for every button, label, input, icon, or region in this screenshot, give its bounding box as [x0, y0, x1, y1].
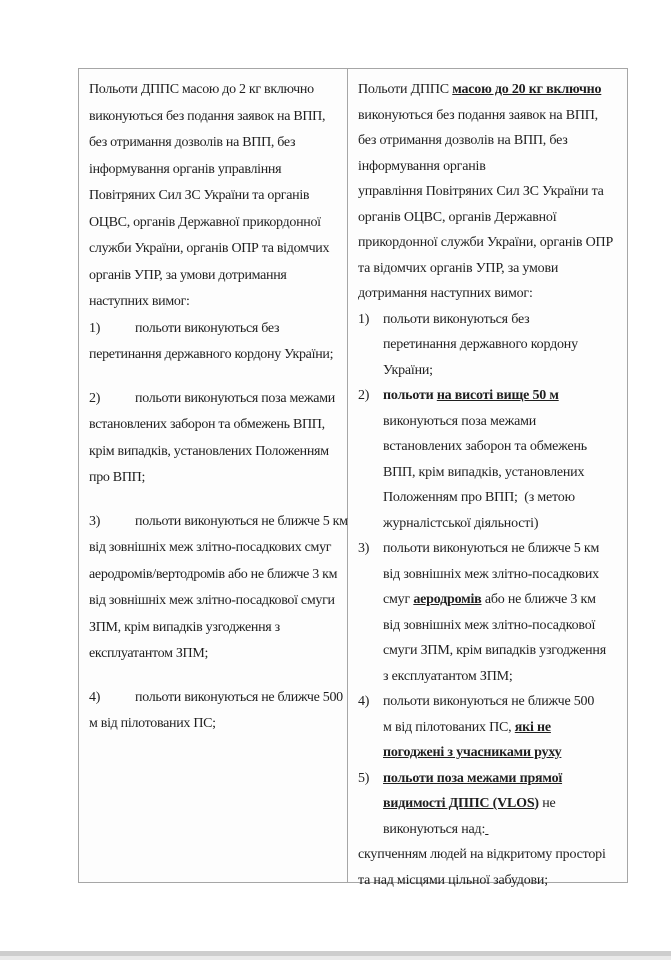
list-item	[358, 383, 617, 536]
text-line	[89, 562, 337, 589]
text-line	[358, 332, 617, 358]
text-run: виконуються над:	[383, 821, 486, 837]
text-run: крім випадків, установлених Положенням	[89, 443, 329, 459]
text-line	[358, 307, 617, 333]
item-number: 2)	[358, 388, 370, 403]
text-run: на висоті вище 50 м	[436, 388, 559, 403]
text-run: ВПП, крім випадків, установлених	[383, 464, 585, 480]
text-run: та над місцями цільної забудови;	[358, 872, 548, 888]
text-line	[358, 842, 617, 868]
paragraph	[358, 842, 617, 893]
column-rules-2kg	[79, 69, 348, 882]
text-run: Повітряних Сил ЗС України та органів	[89, 188, 310, 203]
text-run: ЗПМ, крім випадків узгодження з	[89, 619, 280, 635]
text-line	[89, 386, 337, 413]
text-line	[89, 183, 337, 210]
text-run: України;	[383, 362, 433, 378]
text-run: встановлених заборон та обмежень	[383, 439, 587, 454]
item-number: 1)	[358, 311, 370, 327]
text-line	[89, 263, 337, 290]
text-line	[358, 766, 617, 792]
text-run: польоти виконуються без	[383, 311, 530, 327]
text-line	[358, 689, 617, 715]
text-run: органів УПР, за умови дотримання	[89, 267, 287, 283]
text-run: від зовнішніх меж злітно-посадкової смуги	[89, 593, 335, 608]
text-line	[358, 205, 617, 231]
text-line	[358, 485, 617, 511]
text-run: польоти виконуються не ближче 5 км	[383, 541, 600, 556]
text-line	[358, 230, 617, 256]
text-run: виконуються без подання заявок на ВПП,	[89, 108, 326, 124]
text-line	[358, 154, 617, 180]
text-run: аеродромів	[413, 592, 482, 607]
text-run: про ВПП;	[89, 470, 146, 485]
text-run: виконуються без подання заявок на ВПП,	[358, 107, 598, 123]
text-run: Польоти ДППС	[358, 82, 453, 97]
text-line	[89, 439, 337, 466]
list-item	[358, 307, 617, 384]
text-line	[358, 77, 617, 103]
text-line	[89, 77, 337, 104]
text-line	[89, 641, 337, 668]
regulations-comparison-table	[78, 68, 628, 888]
text-line	[89, 342, 337, 369]
text-line	[89, 210, 337, 237]
list-item	[89, 386, 337, 492]
text-run: інформування органів управління	[89, 161, 282, 177]
text-line	[89, 289, 337, 316]
paragraph	[358, 77, 617, 307]
text-run: м від пілотованих ПС,	[383, 719, 515, 735]
text-line	[89, 509, 348, 536]
text-run: без отримання дозволів на ВПП, без	[358, 133, 568, 148]
text-run: управління Повітряних Сил ЗС України та	[358, 184, 604, 199]
text-line	[358, 383, 617, 409]
text-run: погоджені з учасниками руху	[383, 745, 562, 760]
text-run: які не	[514, 719, 551, 735]
text-line	[358, 128, 617, 154]
list-item	[358, 689, 617, 766]
list-item	[89, 685, 343, 738]
text-line	[89, 236, 337, 263]
text-line	[358, 664, 617, 690]
text-run: або не ближче 3 км	[481, 592, 596, 607]
text-run: польоти виконуються без	[135, 320, 280, 336]
text-run: ОЦВС, органів Державної прикордонної	[89, 214, 321, 230]
list-item	[89, 316, 337, 369]
text-line	[358, 409, 617, 435]
text-run: від зовнішніх меж злітно-посадкових смуг	[89, 540, 332, 555]
list-item	[358, 536, 617, 689]
text-line	[358, 179, 617, 205]
text-run: встановлених заборон та обмежень ВПП,	[89, 417, 325, 432]
text-run: інформування органів	[358, 158, 486, 174]
text-run: )	[534, 796, 539, 811]
column-rules-20kg	[348, 69, 627, 888]
text-run: прикордонної служби України, органів ОПР	[358, 235, 614, 250]
text-run: служби України, органів ОПР та відомчих	[89, 241, 330, 256]
text-line	[89, 615, 337, 642]
text-line	[89, 588, 337, 615]
text-line	[358, 511, 617, 537]
item-number: 3)	[358, 541, 370, 556]
text-line	[358, 460, 617, 486]
item-number: 2)	[89, 390, 101, 406]
text-line	[89, 685, 343, 712]
text-line	[89, 711, 337, 738]
text-line	[358, 613, 617, 639]
list-item	[89, 509, 348, 668]
text-run: не	[538, 796, 556, 811]
text-line	[358, 638, 617, 664]
text-line	[89, 316, 337, 343]
text-line	[358, 434, 617, 460]
text-line	[358, 281, 617, 307]
item-number: 4)	[358, 694, 370, 709]
text-run: від зовнішніх меж злітно-посадкових	[383, 566, 599, 582]
text-run: польоти виконуються не ближче 5 км	[135, 513, 348, 529]
text-run: аеродромів/вертодромів або не ближче 3 км	[89, 566, 338, 582]
text-run: експлуатантом ЗПМ;	[89, 646, 209, 661]
text-run: з експлуатантом ЗПМ;	[383, 668, 513, 684]
text-line	[358, 256, 617, 282]
text-run: виконуються поза межами	[383, 413, 537, 429]
item-number: 1)	[89, 320, 101, 336]
text-run: видимості ДППС (VLOS	[383, 796, 535, 811]
text-line	[358, 715, 617, 741]
text-line	[358, 562, 617, 588]
text-line	[358, 358, 617, 384]
item-number: 4)	[89, 689, 101, 705]
text-line	[89, 535, 337, 562]
text-run: смуг	[383, 592, 414, 607]
text-line	[358, 817, 617, 843]
text-line	[358, 868, 617, 894]
text-run: польоти виконуються не ближче 500	[135, 689, 343, 705]
list-item	[358, 766, 617, 843]
text-run: польоти	[383, 388, 437, 403]
paragraph	[89, 77, 337, 316]
text-run: польоти поза межами прямої	[383, 770, 563, 786]
text-line	[89, 412, 337, 439]
text-run: польоти виконуються поза межами	[135, 390, 335, 406]
window-edge-strip-light	[0, 956, 671, 960]
text-run: наступних вимог:	[89, 294, 190, 309]
text-run: дотримання наступних вимог:	[358, 286, 533, 301]
text-run	[485, 822, 488, 837]
text-run: Польоти ДППС масою до 2 кг включно	[89, 82, 314, 97]
text-line	[358, 103, 617, 129]
text-line	[89, 130, 337, 157]
text-run: без отримання дозволів на ВПП, без	[89, 135, 296, 150]
text-line	[358, 536, 617, 562]
text-line	[358, 587, 617, 613]
text-run: м від пілотованих ПС;	[89, 716, 216, 731]
text-run: від зовнішніх меж злітно-посадкової	[383, 617, 596, 633]
text-line	[358, 740, 617, 766]
item-number: 5)	[358, 770, 370, 786]
text-run: скупченням людей на відкритому просторі	[358, 847, 606, 862]
text-line	[89, 465, 337, 492]
text-run: польоти виконуються не ближче 500	[383, 694, 595, 709]
text-run: журналістської діяльності)	[383, 515, 539, 531]
text-line	[89, 157, 337, 184]
text-run: та відомчих органів УПР, за умови	[358, 260, 559, 276]
text-run: масою до 20 кг включно	[452, 82, 602, 97]
text-run: органів ОЦВС, органів Державної	[358, 209, 557, 225]
text-run: перетинання державного кордону	[383, 337, 578, 352]
item-number: 3)	[89, 513, 101, 529]
text-line	[89, 104, 337, 131]
text-run: смуги ЗПМ, крім випадків узгодження	[383, 643, 606, 658]
text-run: перетинання державного кордону України;	[89, 347, 334, 362]
text-run: Положенням про ВПП; (з метою	[383, 490, 575, 505]
text-line	[358, 791, 617, 817]
